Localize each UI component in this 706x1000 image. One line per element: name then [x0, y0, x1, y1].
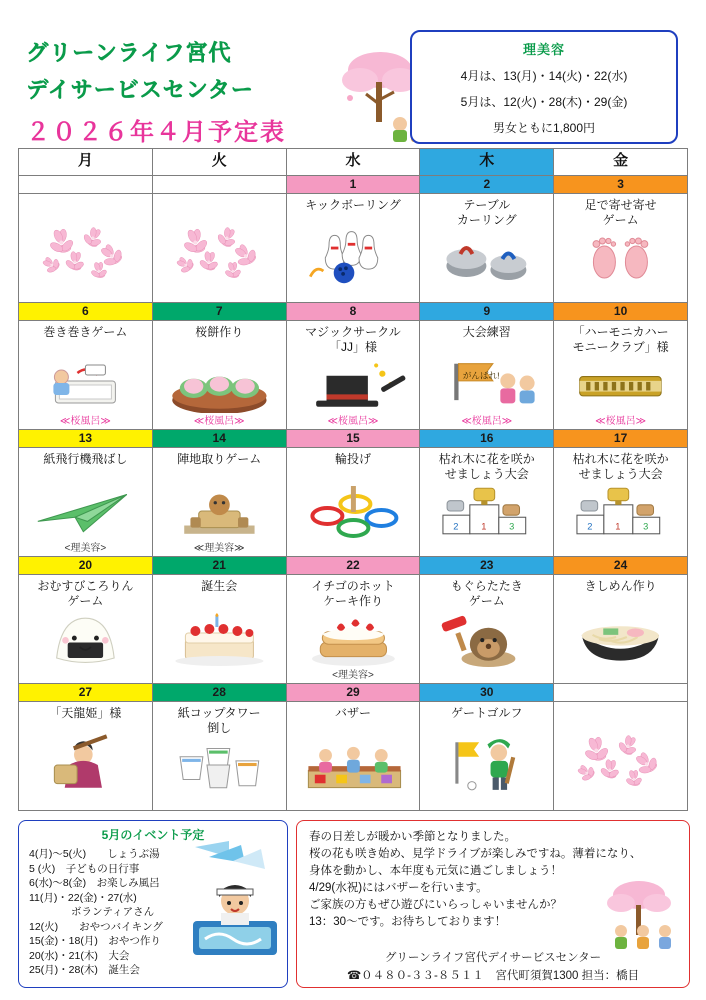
date-cell-21: 21	[152, 557, 286, 575]
date-cell-16: 16	[420, 430, 554, 448]
svg-text:がんばれ!: がんばれ!	[463, 370, 500, 381]
day-cell-21	[152, 575, 286, 684]
day-cell-29	[286, 702, 420, 811]
day-cell-14	[152, 448, 286, 557]
event-label: 枯れ木に花を咲か せましょう大会	[438, 452, 535, 481]
message-line: 4/29(水祝)にはバザーを行います。	[309, 882, 488, 894]
event-label: ゲートゴルフ	[451, 706, 523, 720]
day-cell-8	[286, 321, 420, 430]
day-note: <理美容>	[64, 543, 107, 554]
plane-illustration	[19, 480, 152, 540]
date-cell-empty	[152, 176, 286, 194]
message-line: ご家族の方もぜひ遊びにいらっしゃいませんか？	[309, 899, 562, 911]
koinobori-icon	[189, 835, 269, 875]
date-cell-10: 10	[554, 303, 688, 321]
event-label: イチゴのホット ケーキ作り	[311, 579, 395, 608]
onigiri-illustration	[19, 607, 152, 667]
event-label: テーブル カーリング	[456, 198, 517, 227]
svg-text:1: 1	[615, 521, 621, 532]
message-line: 13：30～です。お待ちしております！	[309, 916, 507, 928]
title-line-2: デイサービスセンター	[26, 78, 254, 103]
may-event-item: 4(月)～5(火) しょうぶ湯	[29, 848, 160, 860]
event-label: バザー	[334, 706, 371, 720]
pancake-illustration	[287, 607, 420, 667]
day-cell-13	[19, 448, 153, 557]
page-title: ２０２６年４月予定表	[26, 118, 286, 146]
message-box	[296, 820, 690, 988]
message-tel: ☎０４８０-３３-８５１１ 宮代町須賀1300 担当：橋目	[346, 970, 640, 982]
cups-illustration	[153, 734, 286, 794]
may-event-item: 5 (火) 子どもの日行事	[29, 862, 140, 875]
date-cell-13: 13	[19, 430, 153, 448]
calendar-date-row	[19, 557, 688, 575]
date-cell-empty	[19, 176, 153, 194]
date-cell-14: 14	[152, 430, 286, 448]
roll-illustration	[19, 353, 152, 413]
message-line: 身体を動かし、本年度も元気に過ごしましょう！	[309, 865, 562, 877]
dow-thu: 木	[420, 149, 554, 176]
event-label: おむすびころりん ゲーム	[37, 579, 134, 608]
calendar-header-row	[19, 149, 688, 176]
day-note: ≪理美容≫	[193, 543, 245, 554]
event-label: 足で寄せ寄せ ゲーム	[584, 198, 657, 227]
sakura-family-illustration	[597, 879, 683, 951]
shamisen-illustration	[19, 734, 152, 794]
curling-illustration	[420, 226, 553, 286]
riyobi-title: 理美容	[522, 42, 565, 57]
date-cell-17: 17	[554, 430, 688, 448]
bazaar-illustration	[287, 734, 420, 794]
riyobi-box	[410, 30, 678, 144]
event-label: 巻き巻きゲーム	[43, 325, 128, 339]
golf-illustration	[420, 734, 553, 794]
day-cell-3	[554, 194, 688, 303]
date-cell-7: 7	[152, 303, 286, 321]
mochi-illustration	[153, 353, 286, 413]
event-label: 「ハーモニカハー モニークラブ」様	[572, 325, 669, 354]
date-cell-empty	[554, 684, 688, 702]
date-cell-27: 27	[19, 684, 153, 702]
svg-text:2: 2	[587, 521, 593, 532]
feet-illustration	[554, 226, 687, 286]
may-event-item: 20(水)・21(木) 大会	[29, 949, 130, 962]
may-events-box	[18, 820, 288, 988]
day-note: ≪桜風呂≫	[59, 416, 111, 427]
event-label: 紙飛行機飛ばし	[43, 452, 128, 466]
dow-wed: 水	[286, 149, 420, 176]
event-label: 輪投げ	[334, 452, 371, 466]
may-event-item: 15(金)・18(月) おやつ作り	[29, 935, 161, 947]
rings-illustration	[287, 480, 420, 540]
mogura-illustration	[420, 607, 553, 667]
calendar-date-row	[19, 430, 688, 448]
day-cell-1	[286, 194, 420, 303]
event-label: 誕生会	[201, 579, 238, 593]
day-cell-23	[420, 575, 554, 684]
calendar-table	[18, 148, 688, 811]
bottom-section	[18, 820, 688, 986]
date-cell-22: 22	[286, 557, 420, 575]
event-label: 「天龍姫」様	[49, 706, 122, 720]
svg-text:3: 3	[509, 521, 515, 532]
day-cell-27	[19, 702, 153, 811]
calendar-date-row	[19, 176, 688, 194]
dow-mon: 月	[19, 149, 153, 176]
day-note: ≪桜風呂≫	[327, 416, 379, 427]
date-cell-20: 20	[19, 557, 153, 575]
cake-illustration	[153, 607, 286, 667]
may-event-item: 11(月)・22(金)・27(水)	[29, 891, 137, 904]
svg-text:3: 3	[643, 521, 649, 532]
calendar-content-row	[19, 702, 688, 811]
calendar-date-row	[19, 684, 688, 702]
event-label: もぐらたたき ゲーム	[450, 579, 523, 608]
day-cell-16	[420, 448, 554, 557]
noodle-illustration	[554, 607, 687, 667]
event-label	[153, 194, 286, 198]
day-cell-15	[286, 448, 420, 557]
day-cell-2	[420, 194, 554, 303]
message-line: 桜の花も咲き始め、見学ドライブが楽しみですね。薄着になり、	[309, 848, 642, 860]
event-label: キックボーリング	[305, 198, 401, 212]
day-cell-28	[152, 702, 286, 811]
day-cell-7	[152, 321, 286, 430]
event-label: 桜餅作り	[195, 325, 244, 339]
harmonica-illustration	[554, 353, 687, 413]
may-events-title: 5月のイベント予定	[101, 828, 205, 842]
calendar-content-row	[19, 575, 688, 684]
day-note: ≪桜風呂≫	[595, 416, 647, 427]
day-cell-10	[554, 321, 688, 430]
petals-illustration	[19, 226, 152, 286]
riyobi-line-3: 男女ともに1,800円	[492, 121, 596, 135]
podium-illustration	[554, 480, 687, 540]
may-event-item: 12(火) おやつバイキング	[29, 920, 163, 933]
message-footer: グリーンライフ宮代デイサービスセンター	[384, 952, 602, 964]
day-cell-24	[554, 575, 688, 684]
svg-text:1: 1	[481, 521, 487, 532]
date-cell-24: 24	[554, 557, 688, 575]
jinchi-illustration	[153, 480, 286, 540]
day-cell-9	[420, 321, 554, 430]
magic-illustration	[287, 353, 420, 413]
event-label: 大会練習	[462, 325, 511, 339]
calendar-content-row	[19, 448, 688, 557]
event-label: 紙コップタワー 倒し	[177, 706, 261, 735]
riyobi-line-1: 4月は、13(月)・14(火)・22(水)	[460, 69, 628, 83]
day-note: ≪桜風呂≫	[193, 416, 245, 427]
title-block	[26, 36, 286, 147]
date-cell-3: 3	[554, 176, 688, 194]
day-note: <理美容>	[332, 670, 374, 681]
day-cell-30	[420, 702, 554, 811]
petals-illustration	[554, 734, 687, 794]
date-cell-8: 8	[286, 303, 420, 321]
day-cell-17	[554, 448, 688, 557]
calendar-date-row	[19, 303, 688, 321]
may-event-item: 6(水)～8(金) お楽しみ風呂	[29, 877, 160, 889]
date-cell-2: 2	[420, 176, 554, 194]
title-line-1: グリーンライフ宮代	[26, 41, 232, 66]
event-label: マジックサークル 「JJ」様	[305, 325, 401, 354]
date-cell-1: 1	[286, 176, 420, 194]
date-cell-30: 30	[420, 684, 554, 702]
date-cell-28: 28	[152, 684, 286, 702]
podium-illustration	[420, 480, 553, 540]
dow-tue: 火	[152, 149, 286, 176]
date-cell-9: 9	[420, 303, 554, 321]
event-label: きしめん作り	[584, 579, 657, 593]
calendar-content-row	[19, 321, 688, 430]
event-label: 陣地取りゲーム	[177, 452, 262, 466]
date-cell-6: 6	[19, 303, 153, 321]
day-cell-20	[19, 575, 153, 684]
event-label: 枯れ木に花を咲か せましょう大会	[572, 452, 669, 481]
message-line: 春の日差しが暖かい季節となりました。	[309, 831, 516, 843]
svg-text:2: 2	[453, 521, 459, 532]
day-cell-6	[19, 321, 153, 430]
may-event-item: ボランティアさん	[29, 906, 155, 918]
practice-illustration	[420, 353, 553, 413]
date-cell-29: 29	[286, 684, 420, 702]
petals-illustration	[153, 226, 286, 286]
event-label	[19, 194, 152, 198]
date-cell-15: 15	[286, 430, 420, 448]
date-cell-23: 23	[420, 557, 554, 575]
riyobi-line-2: 5月は、12(火)・28(木)・29(金)	[460, 95, 628, 109]
may-event-item: 25(月)・28(木) 誕生会	[29, 964, 140, 976]
day-cell-empty	[554, 702, 688, 811]
day-cell-empty	[19, 194, 153, 303]
bowling-illustration	[287, 226, 420, 286]
day-cell-empty	[152, 194, 286, 303]
dow-fri: 金	[554, 149, 688, 176]
day-note: ≪桜風呂≫	[461, 416, 513, 427]
event-label	[554, 702, 687, 706]
day-cell-22	[286, 575, 420, 684]
page-header	[0, 0, 706, 148]
calendar-content-row	[19, 194, 688, 303]
kodomonohi-illustration	[187, 877, 283, 961]
